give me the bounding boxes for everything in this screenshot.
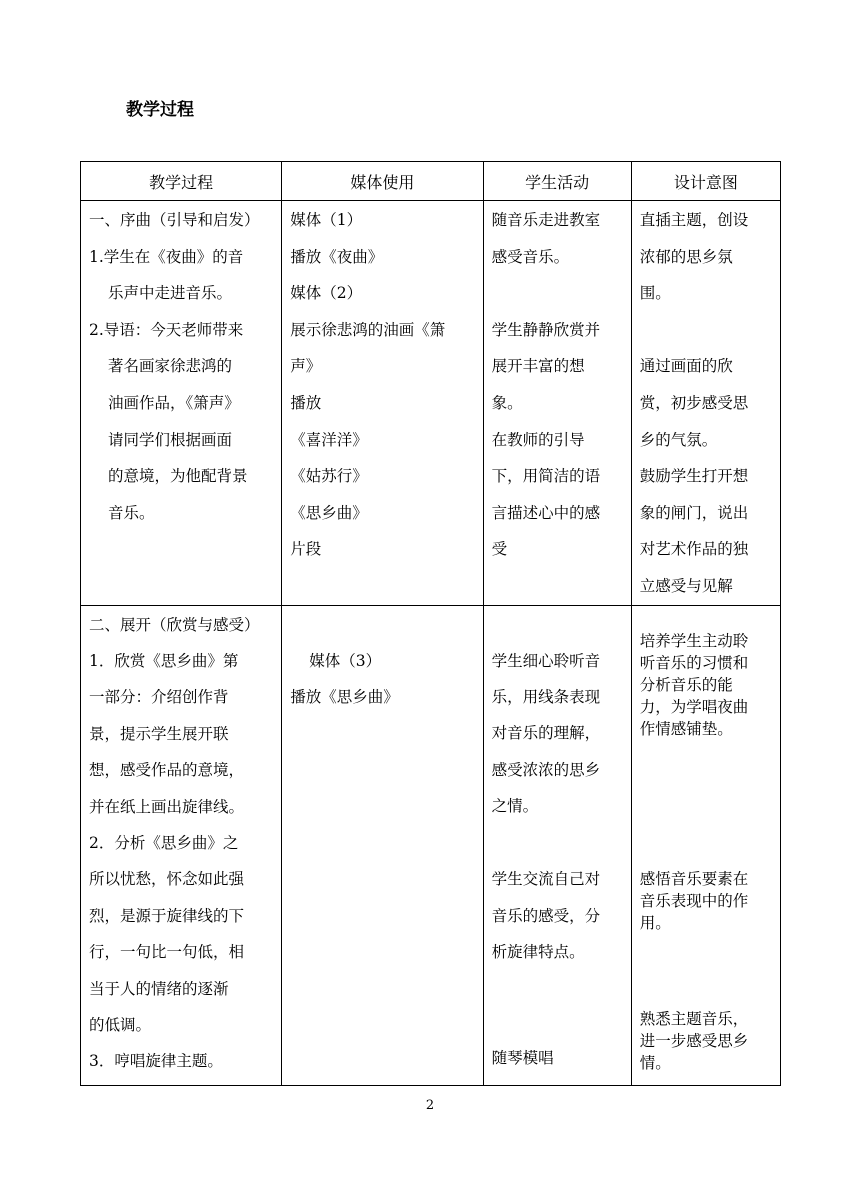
row2-process-cell — [81, 605, 282, 1085]
text-line: 象。 — [491, 393, 523, 412]
text-line: 当于人的情绪的逐渐 — [89, 979, 229, 998]
text-line: 立感受与见解 — [639, 576, 733, 595]
text-line: 对艺术作品的独 — [639, 540, 749, 559]
row2-activity-cell — [483, 605, 631, 1085]
text-line: 一、序曲（引导和启发） — [89, 211, 260, 229]
header-intent: 设计意图 — [631, 162, 780, 201]
text-line: 媒体（2） — [290, 284, 363, 303]
row1-activity-cell — [483, 201, 631, 606]
text-line: 用。 — [639, 913, 671, 932]
text-line: 3．哼唱旋律主题。 — [89, 1052, 223, 1071]
row2-media-cell — [282, 605, 483, 1085]
text-line: 请同学们根据画面 — [108, 430, 233, 449]
text-line: 1.学生在《夜曲》的音 — [89, 247, 244, 266]
text-line: 烈，是源于旋律线的下 — [89, 906, 245, 925]
text-line: 展示徐悲鸿的油画《箫 — [290, 320, 446, 339]
text-line: 感受音乐。 — [491, 247, 570, 266]
text-line: 并在纸上画出旋律线。 — [89, 797, 245, 816]
text-line: 培养学生主动聆 — [639, 631, 749, 650]
text-line: 行，一句比一句低，相 — [89, 943, 245, 962]
row1-media-cell — [282, 201, 483, 606]
text-line: 媒体（1） — [290, 211, 363, 229]
text-line: 学生交流自己对 — [491, 870, 601, 889]
text-line: 赏，初步感受思 — [639, 393, 749, 412]
text-line: 乐，用线条表现 — [491, 687, 601, 706]
text-line: 通过画面的欣 — [639, 357, 733, 376]
text-line: 熟悉主题音乐， — [639, 1009, 749, 1028]
lesson-table — [80, 161, 781, 1086]
header-process: 教学过程 — [81, 162, 282, 201]
text-line: 音乐表现中的作 — [639, 891, 749, 910]
text-line: 直插主题，创设 — [639, 211, 749, 229]
text-line: 进一步感受思乡 — [639, 1031, 749, 1050]
text-line: 下，用简洁的语 — [491, 467, 601, 486]
table-row — [81, 201, 781, 606]
text-line: 分析音乐的能 — [639, 675, 733, 694]
text-line: 想，感受作品的意境， — [89, 761, 245, 780]
text-line: 播放《夜曲》 — [290, 247, 384, 266]
text-line: 对音乐的理解， — [491, 724, 601, 743]
table-row — [81, 605, 781, 1085]
text-line: 所以忧愁，怀念如此强 — [89, 870, 245, 889]
text-line: 的低调。 — [89, 1016, 152, 1034]
row1-process-cell — [81, 201, 282, 606]
text-line: 一部分：介绍创作背 — [89, 688, 229, 707]
header-activity: 学生活动 — [483, 162, 631, 201]
text-line: 随音乐走进教室 — [491, 211, 601, 229]
text-line: 播放《思乡曲》 — [290, 687, 399, 706]
text-line: 二、展开（欣赏与感受） — [89, 615, 260, 634]
text-line — [640, 312, 774, 349]
row2-intent-cell — [631, 605, 780, 1085]
header-media: 媒体使用 — [282, 162, 483, 201]
text-line: 受 — [491, 540, 508, 559]
text-line: 学生静静欣赏并 — [491, 320, 601, 339]
text-line: 展开丰富的想 — [491, 357, 585, 376]
page-number: 2 — [425, 1098, 435, 1113]
text-line: 的意境，为他配背景 — [108, 467, 248, 486]
text-line: 声》 — [290, 357, 322, 376]
text-line: 情。 — [639, 1053, 671, 1072]
text-line: 著名画家徐悲鸿的 — [108, 357, 233, 376]
page-heading: 教学过程 — [126, 100, 194, 120]
text-line: 音乐。 — [108, 503, 155, 522]
text-line: 象的闸门，说出 — [639, 503, 749, 522]
text-line: 景，提示学生展开联 — [89, 724, 229, 743]
text-line: 2.导语：今天老师带来 — [89, 320, 244, 339]
text-line — [492, 275, 625, 312]
text-line: 1．欣赏《思乡曲》第 — [89, 651, 239, 670]
text-line: 学生细心聆听音 — [491, 651, 601, 670]
text-line: 围。 — [639, 284, 671, 303]
text-line: 言描述心中的感 — [491, 503, 601, 522]
text-line: 乐声中走进音乐。 — [108, 284, 233, 303]
text-line: 片段 — [290, 540, 322, 559]
text-line: 力，为学唱夜曲 — [639, 697, 749, 716]
text-line: 鼓励学生打开想 — [639, 467, 749, 486]
text-line: 《思乡曲》 — [290, 503, 368, 522]
text-line: 感受浓浓的思乡 — [491, 760, 601, 779]
text-line: 随琴模唱 — [491, 1049, 554, 1068]
text-line: 2．分析《思乡曲》之 — [89, 833, 239, 852]
text-line: 《姑苏行》 — [290, 467, 368, 486]
text-line: 作情感铺垫。 — [639, 719, 733, 738]
text-line: 之情。 — [491, 797, 539, 816]
text-line: 播放 — [290, 393, 322, 412]
text-line: 媒体（3） — [309, 651, 382, 670]
table-header-row — [81, 162, 781, 201]
text-line: 乡的气氛。 — [639, 430, 718, 449]
text-line: 析旋律特点。 — [491, 942, 585, 961]
text-line: 音乐的感受，分 — [491, 906, 601, 925]
row1-intent-cell — [631, 201, 780, 606]
text-line: 感悟音乐要素在 — [639, 869, 749, 888]
text-line: 《喜洋洋》 — [290, 430, 368, 449]
text-line: 在教师的引导 — [491, 430, 585, 449]
text-line: 浓郁的思乡氛 — [639, 247, 733, 266]
text-line: 油画作品，《箫声》 — [108, 393, 240, 412]
text-line: 听音乐的习惯和 — [639, 653, 749, 672]
